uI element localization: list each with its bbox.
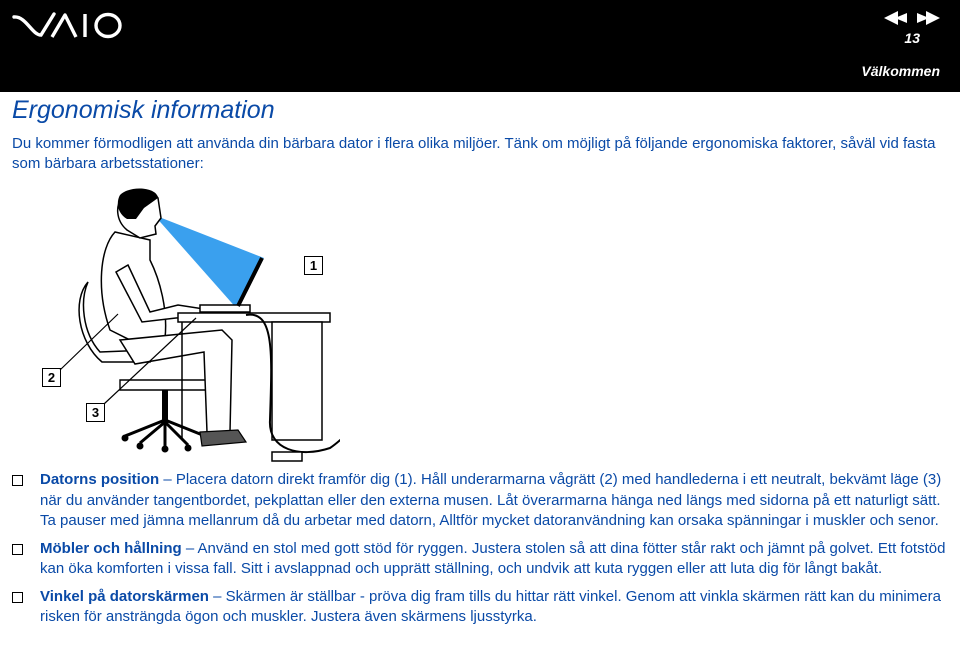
checkbox-bullet-icon: [12, 475, 23, 486]
callout-2: 2: [42, 368, 61, 387]
section-name: Välkommen: [861, 63, 940, 79]
item-text: – Använd en stol med gott stöd för ryggen. Justera stolen så att dina fötter står rakt och jämnt på golvet. Ett fotstöd kan öka komforten i vissa fall. Sitt i avslappnad och upprätt ställning, och undvik att kuta ryggen eller att luta dig för långt bakåt.: [40, 539, 946, 577]
ergonomics-list: [12, 470, 947, 635]
item-term: Möbler och hållning: [40, 539, 182, 557]
checkbox-bullet-icon: [12, 544, 23, 555]
list-item-screen-angle: [12, 587, 947, 628]
intro-paragraph: Du kommer förmodligen att använda din bärbara dator i flera olika miljöer. Tänk om möjligt på följande ergonomiska faktorer, såväl vid fasta som bärbara arbetsstationer:: [12, 135, 936, 172]
item-text: – Placera datorn direkt framför dig (1). Håll underarmarna vågrätt (2) med handlederna i ett neutralt, bekvämt läge (3) när du använder tangentbordet, pekplattan eller den externa musen. Låt överarmarna hänga ned längs med sidorna på ett naturligt sätt. Ta pauser med jämna mellanrum då du arbetar med datorn, Alltför mycket datoranvändning kan orsaka spänningar i muskler och senor.: [40, 471, 942, 529]
page-number: 13: [904, 30, 920, 46]
item-term: Datorns position: [40, 471, 160, 488]
callout-3: 3: [86, 403, 105, 422]
item-text: – Skärmen är ställbar - pröva dig fram tills du hittar rätt vinkel. Genom att vinkla skärmen rätt kan du minimera risken för ansträngda ögon och muskler. Justera även skärmens ljusstyrka.: [40, 587, 941, 625]
list-item-furniture-posture: [12, 539, 947, 580]
list-item-computer-position: [12, 470, 947, 532]
item-term: Vinkel på datorskärmen: [40, 587, 209, 605]
page-title: Ergonomisk information: [12, 96, 275, 124]
callout-1: 1: [304, 256, 323, 275]
checkbox-bullet-icon: [12, 592, 23, 603]
